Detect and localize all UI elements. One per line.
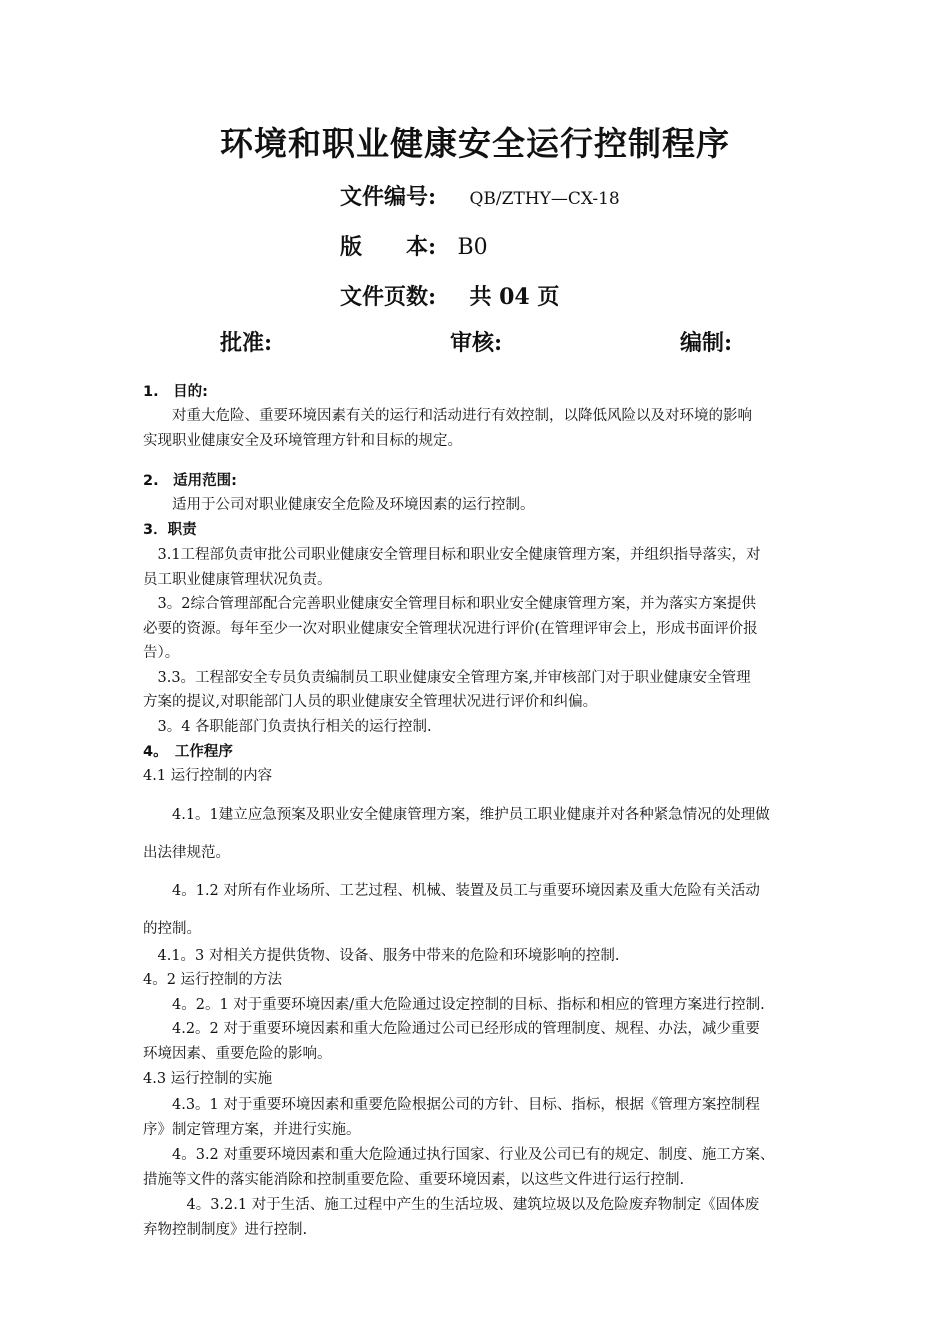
subsection-heading: 4.1 运行控制的内容 <box>143 768 273 784</box>
paragraph-line: 实现职业健康安全及环境管理方针和目标的规定。 <box>143 433 462 449</box>
paragraph-line: 员工职业健康管理状况负责。 <box>143 572 332 588</box>
file-number-value: QB/ZTHY—CX-18 <box>469 189 620 209</box>
paragraph-line: 4。2。1 对于重要环境因素/重大危险通过设定控制的目标、指标和相应的管理方案进行控制. <box>143 997 765 1013</box>
paragraph-line: 3。4 各职能部门负责执行相关的运行控制. <box>143 719 432 735</box>
paragraph-line: 环境因素、重要危险的影响。 <box>143 1046 332 1062</box>
paragraph-line: 4.3。1 对于重要环境因素和重要危险根据公司的方针、目标、指标，根据《管理方案控制程 <box>143 1097 760 1113</box>
version-row <box>340 230 488 261</box>
paragraph-line: 4.2。2 对于重要环境因素和重大危险通过公司已经形成的管理制度、规程、办法，减少重要 <box>143 1021 760 1037</box>
subsection-heading: 4.3 运行控制的实施 <box>143 1071 273 1087</box>
paragraph-line: 必要的资源。每年至少一次对职业健康安全管理状况进行评价(在管理评审会上，形成书面评价报 <box>143 621 758 637</box>
paragraph-line: 措施等文件的落实能消除和控制重要危险、重要环境因素，以这些文件进行运行控制. <box>143 1172 685 1188</box>
approve-label: 批准: <box>220 330 273 356</box>
document-title: 环境和职业健康安全运行控制程序 <box>220 124 730 163</box>
review-label: 审核: <box>450 330 503 356</box>
paragraph-line: 4.1。3 对相关方提供货物、设备、服务中带来的危险和环境影响的控制. <box>143 948 620 964</box>
paragraph-line: 4。1.2 对所有作业场所、工艺过程、机械、装置及员工与重要环境因素及重大危险有关活动 <box>143 883 760 899</box>
file-number-row <box>340 180 620 211</box>
paragraph-line: 4.1。1建立应急预案及职业安全健康管理方案，维护员工职业健康并对各种紧急情况的处理做 <box>143 807 770 823</box>
paragraph-line: 的控制。 <box>143 921 201 937</box>
version-value: B0 <box>457 235 488 260</box>
paragraph-line: 序》制定管理方案，并进行实施。 <box>143 1122 361 1138</box>
compile-label: 编制: <box>680 330 733 356</box>
paragraph-line: 告）。 <box>143 645 180 661</box>
paragraph-line: 4。3.2 对重要环境因素和重大危险通过执行国家、行业及公司已有的规定、制度、施工方案、 <box>143 1147 775 1163</box>
paragraph-line: 3。2综合管理部配合完善职业健康安全管理目标和职业安全健康管理方案，并为落实方案提供 <box>143 596 756 612</box>
section-3-heading: 3．职责 <box>143 522 197 538</box>
paragraph-line: 3.3。工程部安全专员负责编制员工职业健康安全管理方案,并审核部门对于职业健康安全管理 <box>143 670 751 686</box>
page-count-row <box>340 280 559 311</box>
paragraph-line: 方案的提议,对职能部门人员的职业健康安全管理状况进行评价和纠偏。 <box>143 694 598 710</box>
subsection-heading: 4。2 运行控制的方法 <box>143 972 283 988</box>
section-1-heading: 1. 目的: <box>143 384 208 400</box>
paragraph-line: 对重大危险、重要环境因素有关的运行和活动进行有效控制，以降低风险以及对环境的影响 <box>143 408 752 424</box>
paragraph-line: 适用于公司对职业健康安全危险及环境因素的运行控制。 <box>143 497 535 513</box>
paragraph-line: 4。3.2.1 对于生活、施工过程中产生的生活垃圾、建筑垃圾以及危险废弃物制定《固体废 <box>143 1197 760 1213</box>
file-number-label: 文件编号: <box>340 184 437 210</box>
paragraph-line: 弃物控制制度》进行控制. <box>143 1222 308 1238</box>
paragraph-line: 3.1工程部负责审批公司职业健康安全管理目标和职业安全健康管理方案，并组织指导落实，对 <box>143 547 761 563</box>
paragraph-line: 出法律规范。 <box>143 845 230 861</box>
section-4-heading: 4。 工作程序 <box>143 744 233 760</box>
section-2-heading: 2. 适用范围: <box>143 473 237 489</box>
version-label: 版 本: <box>340 234 437 260</box>
page-count-label: 文件页数: <box>340 284 437 310</box>
page-count-value: 共 04 页 <box>469 284 560 310</box>
